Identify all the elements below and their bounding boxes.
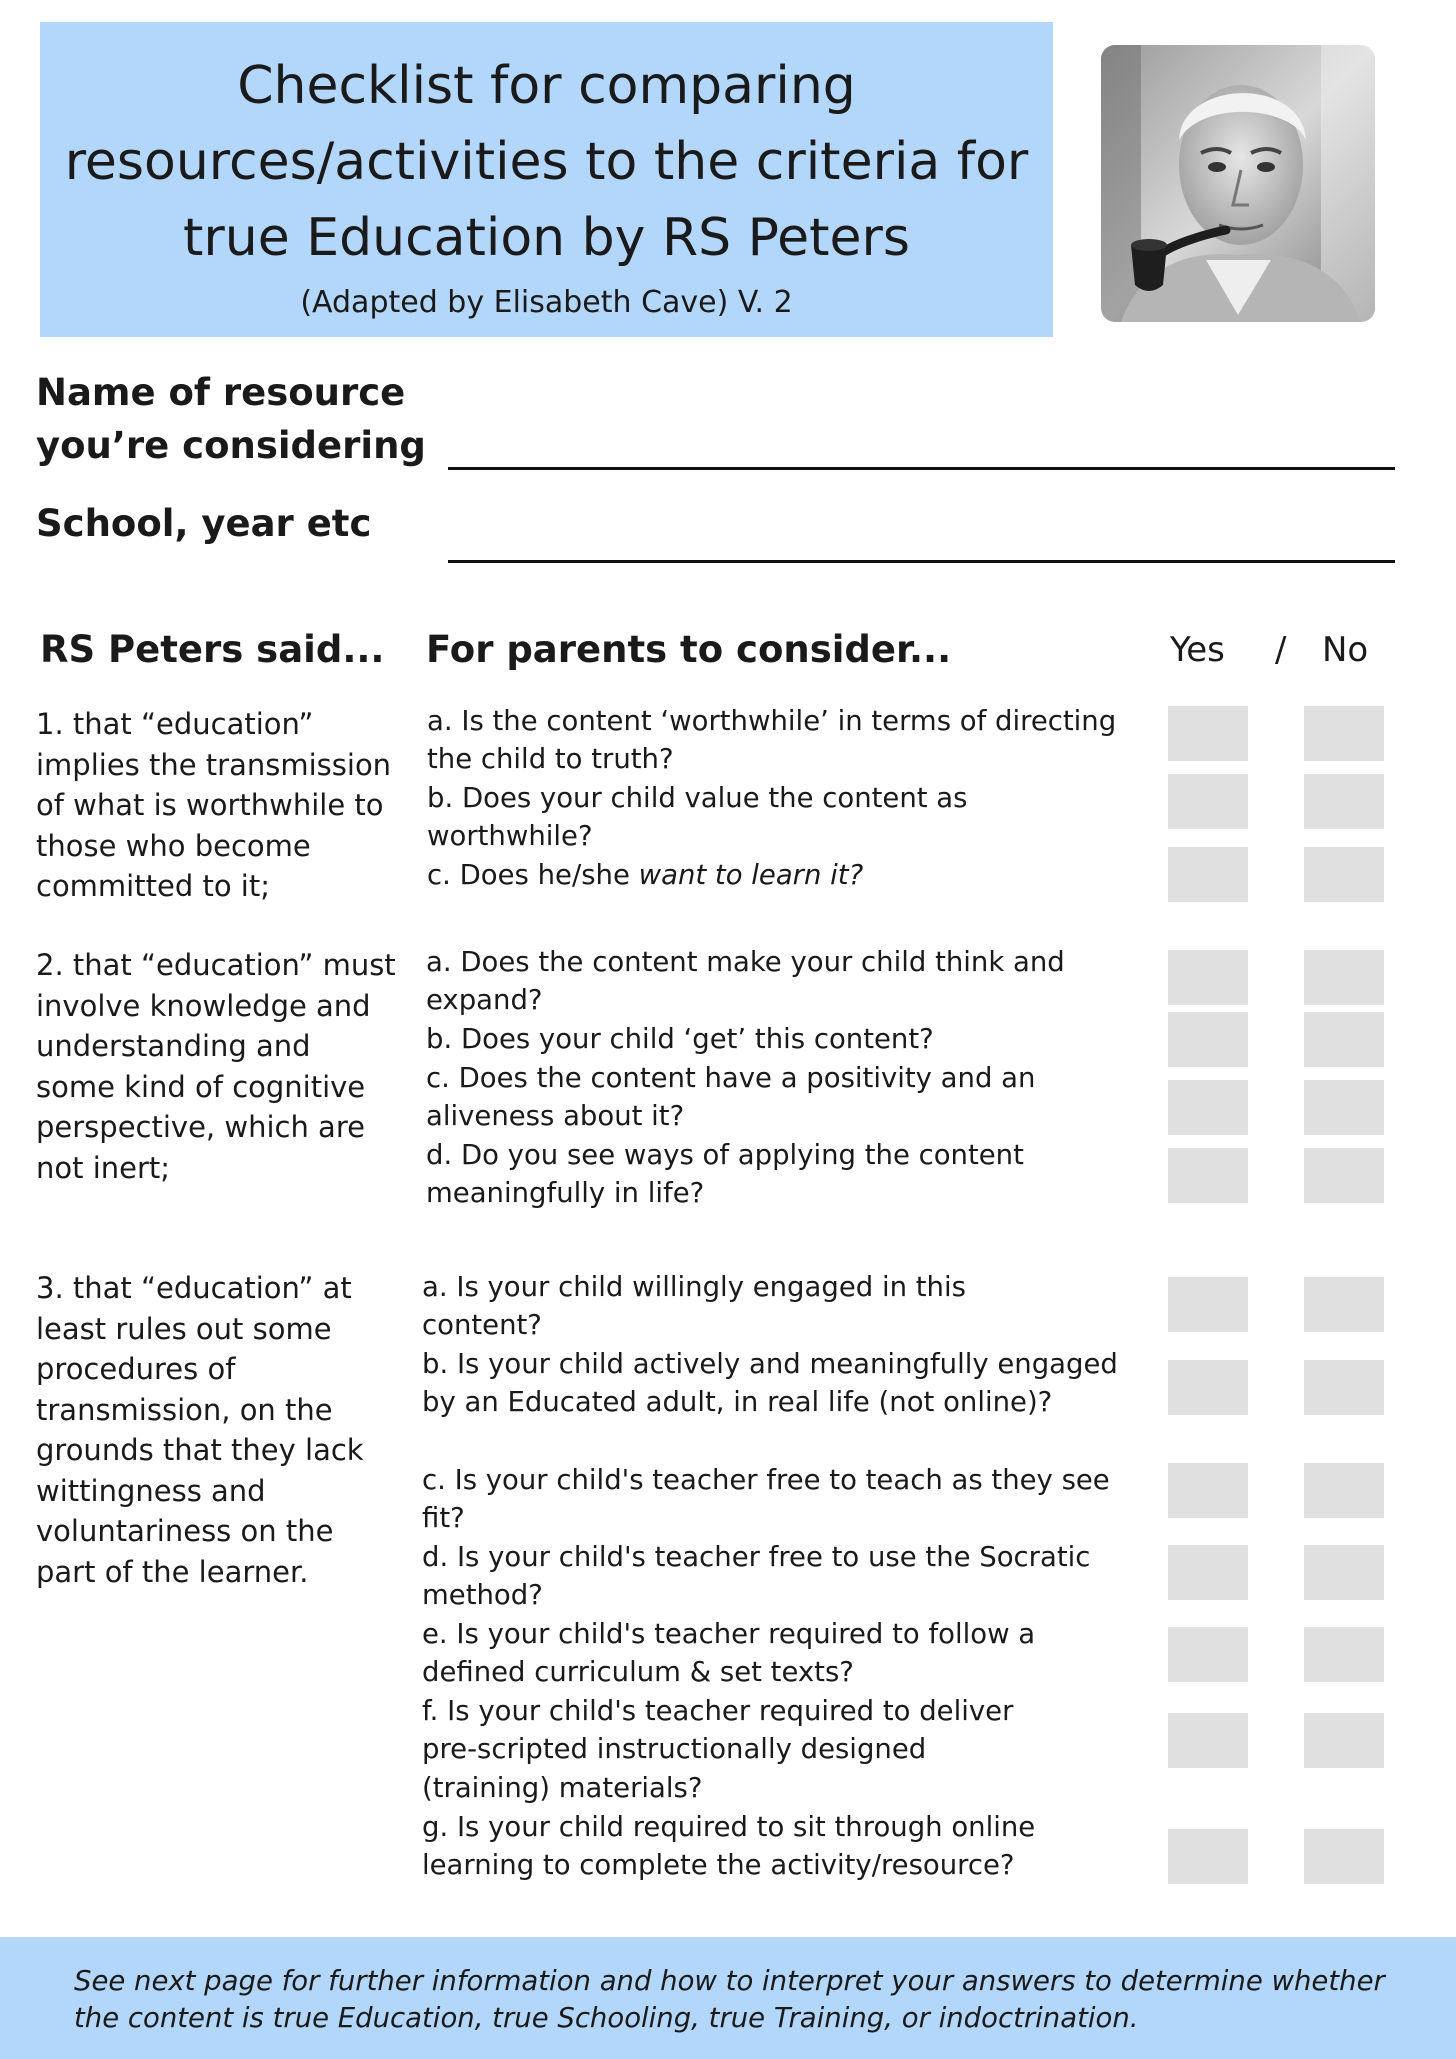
question-1b: b. Does your child value the content as worthwhile? — [427, 782, 968, 853]
question-2d: d. Do you see ways of applying the content meaningfully in life? — [426, 1139, 1024, 1210]
question-1c — [427, 856, 1127, 894]
checkbox-3b-yes[interactable] — [1168, 1360, 1248, 1415]
checkbox-1c-no[interactable] — [1304, 847, 1384, 902]
portrait-photo — [1101, 45, 1375, 322]
resource-name-line[interactable] — [448, 467, 1395, 470]
question-3f: f. Is your child's teacher required to deliver pre-scripted instructionally designed (training) materials? — [422, 1695, 1014, 1804]
checkbox-1b-no[interactable] — [1304, 774, 1384, 829]
checkbox-3c-no[interactable] — [1304, 1463, 1384, 1518]
checkbox-3g-no[interactable] — [1304, 1829, 1384, 1884]
col-header-slash: / — [1275, 630, 1287, 670]
checkbox-2b-no[interactable] — [1304, 1012, 1384, 1067]
checkbox-3g-yes[interactable] — [1168, 1829, 1248, 1884]
checkbox-3f-yes[interactable] — [1168, 1713, 1248, 1768]
question-2c: c. Does the content have a positivity and an aliveness about it? — [426, 1062, 1036, 1133]
resource-name-label: Name of resource you’re considering — [36, 371, 426, 467]
checkbox-3e-no[interactable] — [1304, 1627, 1384, 1682]
checkbox-2c-no[interactable] — [1304, 1080, 1384, 1135]
school-year-line[interactable] — [448, 560, 1395, 563]
title-banner — [40, 22, 1053, 337]
checkbox-2d-no[interactable] — [1304, 1148, 1384, 1203]
criterion-1-text: 1. that “education” implies the transmission of what is worthwhile to those who become committed to it; — [36, 707, 392, 903]
checkbox-2a-yes[interactable] — [1168, 950, 1248, 1005]
checkbox-2a-no[interactable] — [1304, 950, 1384, 1005]
checkbox-1a-no[interactable] — [1304, 706, 1384, 761]
checkbox-1c-yes[interactable] — [1168, 847, 1248, 902]
question-3g: g. Is your child required to sit through online learning to complete the activity/resource? — [422, 1811, 1036, 1882]
checkbox-2c-yes[interactable] — [1168, 1080, 1248, 1135]
checkbox-3b-no[interactable] — [1304, 1360, 1384, 1415]
criterion-3-text: 3. that “education” at least rules out some procedures of transmission, on the grounds that they lack wittingness and voluntariness on the part of the learner. — [36, 1271, 364, 1589]
criterion-2-text: 2. that “education” must involve knowledge and understanding and some kind of cognitive perspective, which are not inert; — [36, 948, 396, 1185]
school-year-label: School, year etc — [36, 502, 372, 545]
question-1a: a. Is the content ‘worthwhile’ in terms of directing the child to truth? — [427, 705, 1117, 776]
page-title: Checklist for comparing resources/activities to the criteria for true Education by RS Peters — [64, 56, 1029, 268]
question-1c-text: c. Does he/she — [427, 859, 639, 891]
question-1c-emphasis: want to learn it? — [638, 859, 864, 891]
checkbox-3d-no[interactable] — [1304, 1545, 1384, 1600]
checkbox-3f-no[interactable] — [1304, 1713, 1384, 1768]
checkbox-1b-yes[interactable] — [1168, 774, 1248, 829]
footer-note: See next page for further information and how to interpret your answers to determine whether the content is true Education, true Schooling, true Training, or indoctrination. — [74, 1965, 1385, 2034]
question-3e: e. Is your child's teacher required to follow a defined curriculum & set texts? — [422, 1618, 1036, 1689]
portrait-illustration — [1101, 45, 1375, 322]
page-subtitle: (Adapted by Elisabeth Cave) V. 2 — [300, 285, 793, 320]
checkbox-2b-yes[interactable] — [1168, 1012, 1248, 1067]
checkbox-3c-yes[interactable] — [1168, 1463, 1248, 1518]
checkbox-3a-no[interactable] — [1304, 1277, 1384, 1332]
col-header-yes: Yes — [1170, 630, 1225, 670]
footer-banner — [0, 1937, 1456, 2059]
checkbox-3e-yes[interactable] — [1168, 1627, 1248, 1682]
col-header-consider: For parents to consider... — [426, 628, 952, 671]
question-3d: d. Is your child's teacher free to use the Socratic method? — [422, 1541, 1091, 1612]
question-2a: a. Does the content make your child think and expand? — [426, 946, 1065, 1017]
question-3a: a. Is your child willingly engaged in this content? — [422, 1271, 966, 1342]
checkbox-3a-yes[interactable] — [1168, 1277, 1248, 1332]
checkbox-1a-yes[interactable] — [1168, 706, 1248, 761]
checkbox-2d-yes[interactable] — [1168, 1148, 1248, 1203]
col-header-no: No — [1322, 630, 1369, 670]
question-3c: c. Is your child's teacher free to teach as they see fit? — [422, 1464, 1110, 1535]
checkbox-3d-yes[interactable] — [1168, 1545, 1248, 1600]
question-2b: b. Does your child ‘get’ this content? — [426, 1023, 934, 1055]
question-3b: b. Is your child actively and meaningfully engaged by an Educated adult, in real life (not online)? — [422, 1348, 1118, 1419]
col-header-said: RS Peters said... — [40, 628, 385, 671]
